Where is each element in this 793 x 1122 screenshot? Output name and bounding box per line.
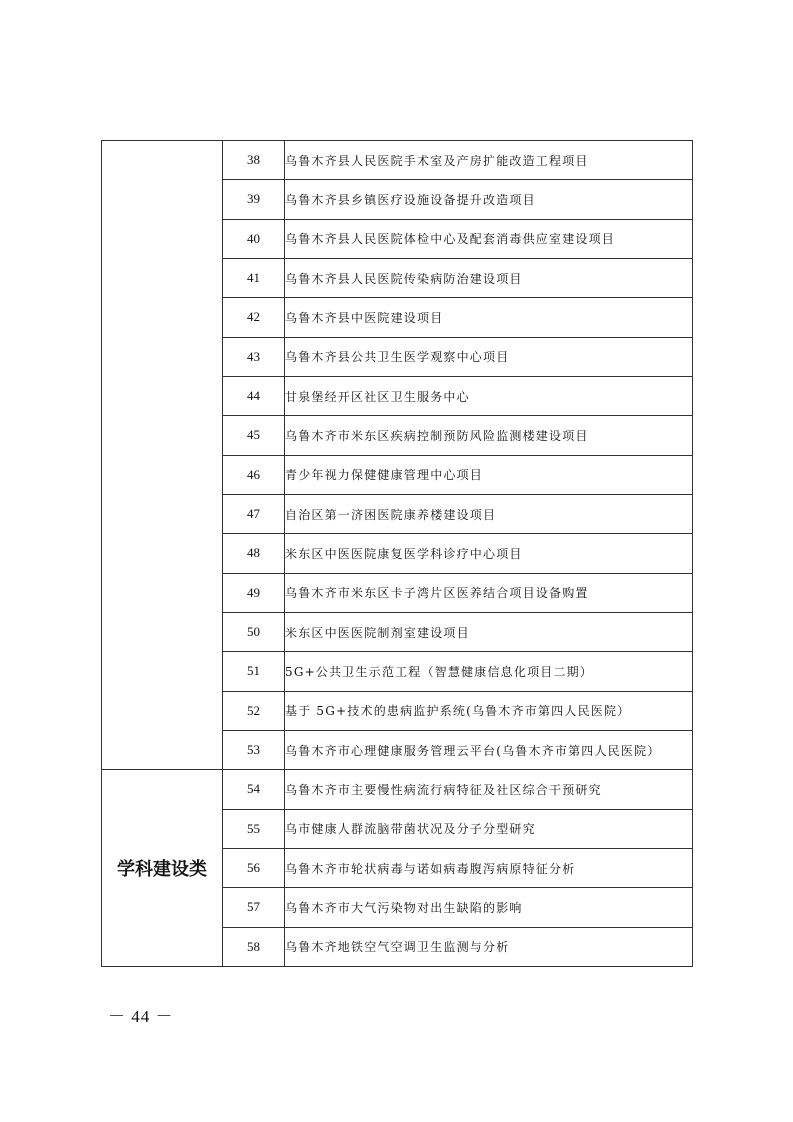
row-number: 55 <box>223 809 285 848</box>
project-title: 乌鲁木齐县人民医院传染病防治建设项目 <box>285 258 693 297</box>
project-title: 乌鲁木齐市米东区卡子湾片区医养结合项目设备购置 <box>285 573 693 612</box>
row-number: 41 <box>223 258 285 297</box>
project-title: 乌鲁木齐市米东区疾病控制预防风险监测楼建设项目 <box>285 416 693 455</box>
project-title: 5G+公共卫生示范工程（智慧健康信息化项目二期） <box>285 652 693 691</box>
row-number: 39 <box>223 180 285 219</box>
page-number: － 44 － <box>108 1007 174 1026</box>
row-number: 56 <box>223 848 285 887</box>
row-number: 38 <box>223 141 285 180</box>
project-title: 乌鲁木齐县乡镇医疗设施设备提升改造项目 <box>285 180 693 219</box>
project-title: 乌鲁木齐市轮状病毒与诺如病毒腹泻病原特征分析 <box>285 848 693 887</box>
project-title: 甘泉堡经开区社区卫生服务中心 <box>285 376 693 415</box>
row-number: 50 <box>223 612 285 651</box>
row-number: 58 <box>223 927 285 966</box>
row-number: 48 <box>223 534 285 573</box>
project-title: 乌鲁木齐市主要慢性病流行病特征及社区综合干预研究 <box>285 770 693 809</box>
table-row <box>102 141 693 180</box>
row-number: 47 <box>223 494 285 533</box>
project-title: 青少年视力保健健康管理中心项目 <box>285 455 693 494</box>
row-number: 52 <box>223 691 285 730</box>
project-table <box>101 140 693 967</box>
row-number: 49 <box>223 573 285 612</box>
category-cell: 学科建设类 <box>102 770 223 967</box>
project-title: 乌鲁木齐市大气污染物对出生缺陷的影响 <box>285 888 693 927</box>
row-number: 53 <box>223 730 285 769</box>
row-number: 44 <box>223 376 285 415</box>
project-title: 乌鲁木齐地铁空气空调卫生监测与分析 <box>285 927 693 966</box>
project-table-body <box>102 141 693 967</box>
project-title: 乌鲁木齐县中医院建设项目 <box>285 298 693 337</box>
row-number: 43 <box>223 337 285 376</box>
project-title: 乌鲁木齐县人民医院体检中心及配套消毒供应室建设项目 <box>285 219 693 258</box>
row-number: 45 <box>223 416 285 455</box>
category-cell <box>102 141 223 770</box>
project-title: 乌鲁木齐市心理健康服务管理云平台(乌鲁木齐市第四人民医院） <box>285 730 693 769</box>
row-number: 54 <box>223 770 285 809</box>
project-title: 米东区中医医院制剂室建设项目 <box>285 612 693 651</box>
project-title: 米东区中医医院康复医学科诊疗中心项目 <box>285 534 693 573</box>
row-number: 40 <box>223 219 285 258</box>
project-title: 乌市健康人群流脑带菌状况及分子分型研究 <box>285 809 693 848</box>
row-number: 46 <box>223 455 285 494</box>
table-row <box>102 770 693 809</box>
row-number: 51 <box>223 652 285 691</box>
project-title: 基于 5G+技术的患病监护系统(乌鲁木齐市第四人民医院） <box>285 691 693 730</box>
row-number: 57 <box>223 888 285 927</box>
project-title: 自治区第一济困医院康养楼建设项目 <box>285 494 693 533</box>
project-title: 乌鲁木齐县公共卫生医学观察中心项目 <box>285 337 693 376</box>
project-title: 乌鲁木齐县人民医院手术室及产房扩能改造工程项目 <box>285 141 693 180</box>
row-number: 42 <box>223 298 285 337</box>
